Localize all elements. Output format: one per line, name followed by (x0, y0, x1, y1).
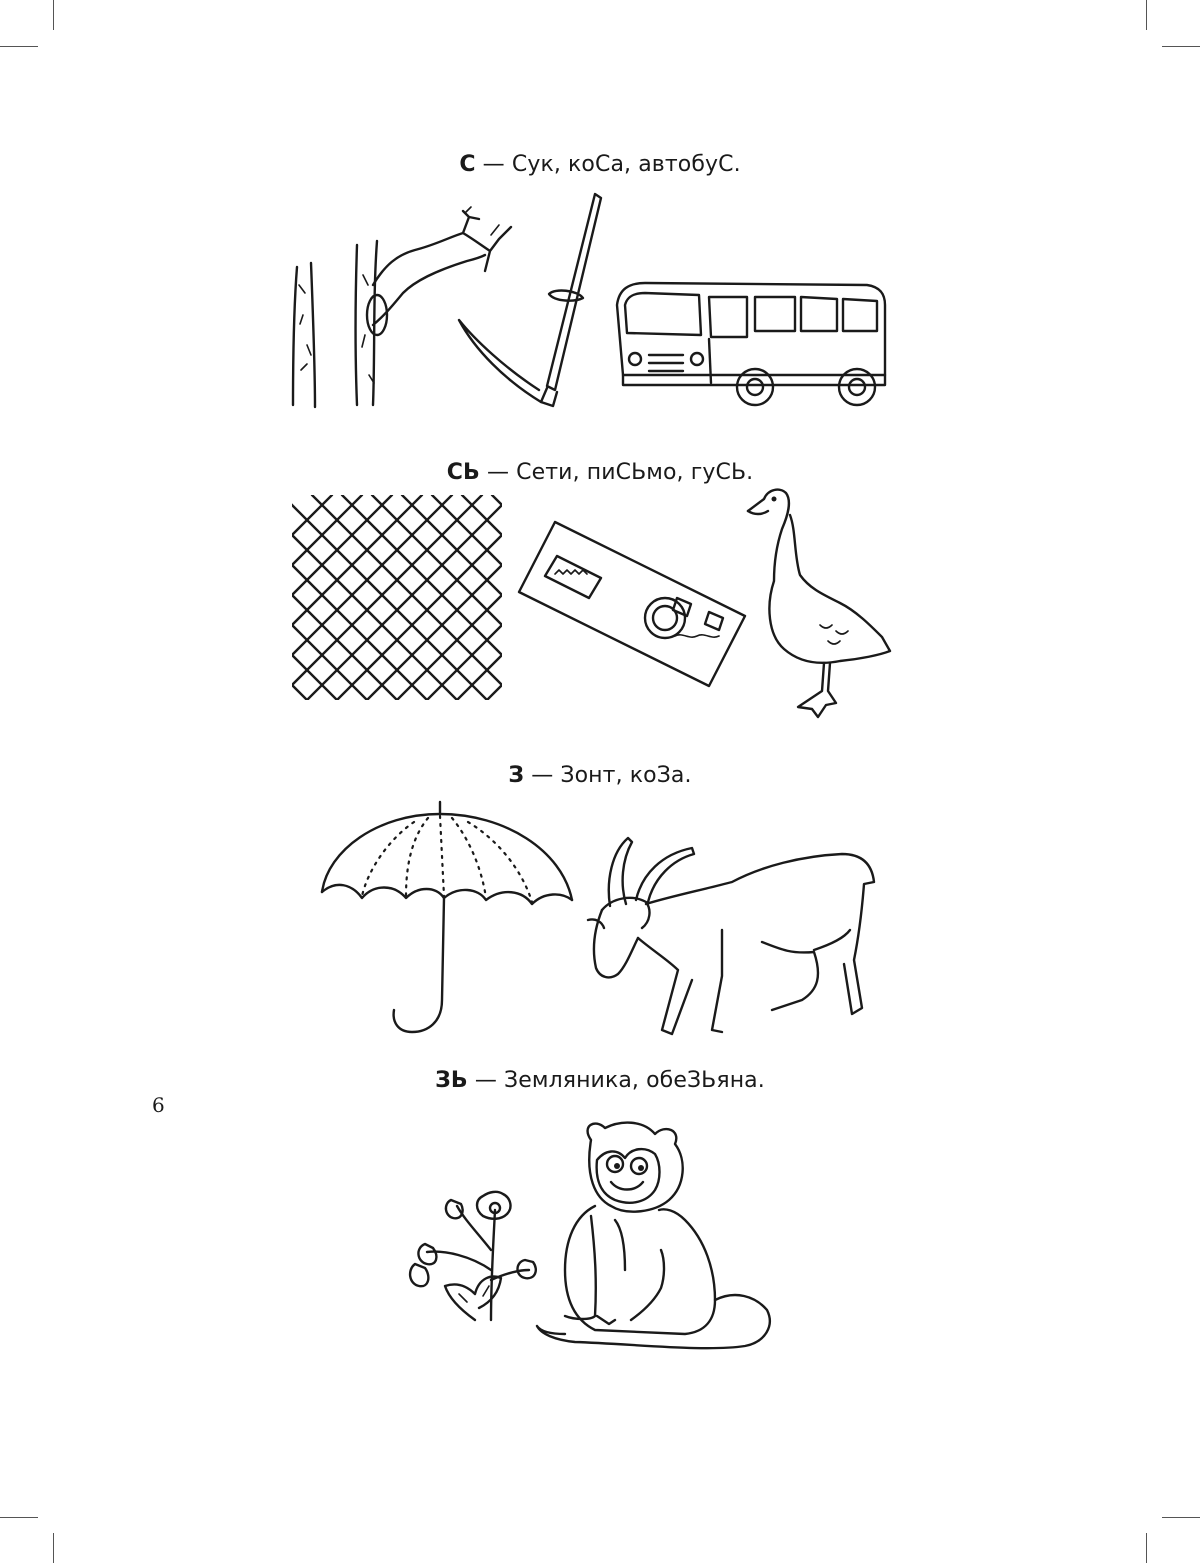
envelope-icon (515, 520, 750, 690)
dash: — (475, 152, 512, 177)
caption-sj (0, 460, 1200, 485)
bus-icon (605, 275, 890, 410)
example-words: Сук, коСа, автобуС. (511, 152, 741, 177)
sound-letter: ЗЬ (435, 1068, 468, 1093)
caption-z (0, 763, 1200, 788)
example-words: Земляника, обеЗЬяна. (504, 1068, 765, 1093)
umbrella-icon (318, 800, 578, 1040)
crop-mark (53, 0, 54, 30)
net-icon (292, 495, 502, 700)
dash: — (479, 460, 517, 485)
scythe-icon (455, 190, 605, 415)
crop-mark (0, 46, 38, 47)
crop-mark (1162, 1517, 1200, 1518)
caption-s (0, 152, 1200, 177)
sound-letter: З (508, 763, 525, 788)
crop-mark (0, 1517, 38, 1518)
goat-icon (582, 830, 882, 1045)
crop-mark (1162, 46, 1200, 47)
example-words: Зонт, коЗа. (560, 763, 692, 788)
strawberry-icon (405, 1190, 545, 1330)
goose-icon (740, 485, 895, 725)
example-words: Сети, пиСЬмо, гуСЬ. (516, 460, 754, 485)
sound-letter: СЬ (446, 460, 480, 485)
crop-mark (1146, 0, 1147, 30)
monkey-icon (535, 1120, 780, 1350)
page-number: 6 (152, 1093, 165, 1117)
caption-zj (0, 1068, 1200, 1093)
dash: — (524, 763, 561, 788)
sound-letter: С (459, 152, 476, 177)
dash: — (467, 1068, 505, 1093)
crop-mark (1146, 1533, 1147, 1563)
crop-mark (53, 1533, 54, 1563)
